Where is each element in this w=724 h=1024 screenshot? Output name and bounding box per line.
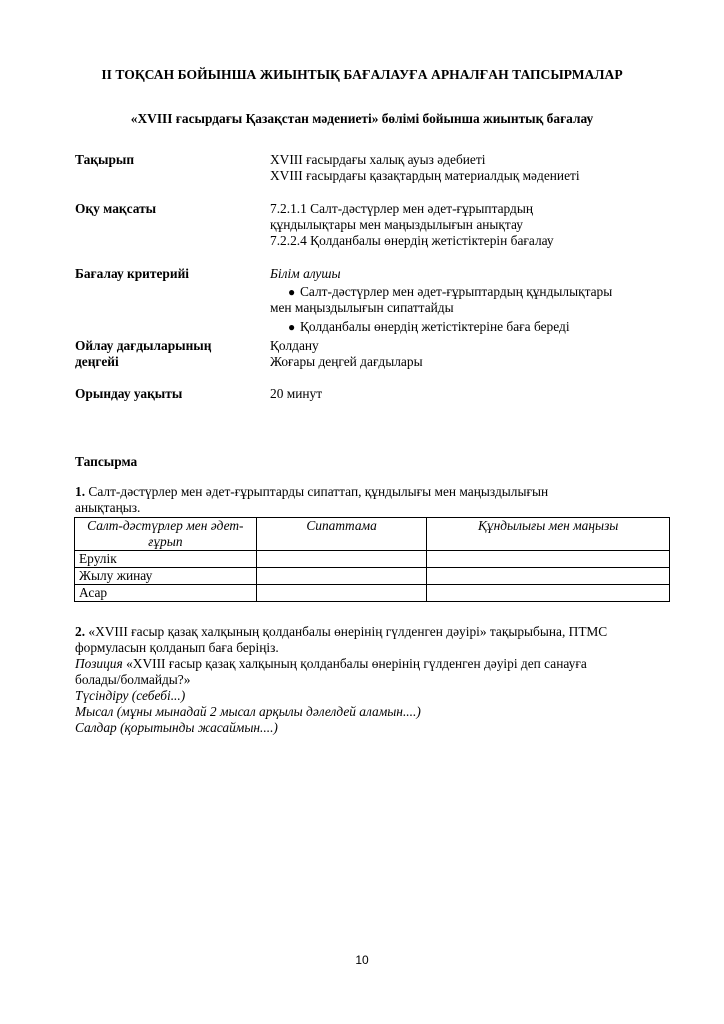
criteria-label: Бағалау критерийі (75, 266, 190, 281)
topic-label: Тақырып (75, 152, 135, 167)
time-value: 20 минут (270, 386, 323, 401)
criteria-bullet-1-cont: мен маңыздылығын сипаттайды (270, 300, 454, 315)
question-1-text: Салт-дәстүрлер мен әдет-ғұрыптарды сипаттап, құндылығы мен маңыздылығын (85, 484, 549, 499)
criteria-bullet-2 (288, 319, 570, 335)
bullet-icon: ● (288, 320, 296, 334)
table-header-row (75, 518, 670, 551)
question-2 (75, 624, 607, 640)
table-cell: Жылу жинау (75, 568, 257, 585)
explain-line: Түсіндіру (себебі...) (75, 688, 186, 703)
criteria-bullet-2-text: Қолданбалы өнердің жетістіктеріне баға береді (300, 319, 570, 334)
position-label: Позиция (75, 656, 123, 671)
table-row (75, 585, 670, 602)
question-1-number: 1. (75, 484, 86, 499)
question-2-text-2: формуласын қолданып баға беріңіз. (75, 640, 279, 655)
question-2-text: «XVIII ғасыр қазақ халқының қолданбалы өнерінің гүлденген дәуірі» тақырыбына, ПТМС (85, 624, 608, 639)
table-cell-input[interactable] (256, 585, 427, 602)
table-row (75, 568, 670, 585)
position-line (75, 656, 587, 672)
table-cell: Асар (75, 585, 257, 602)
criteria-bullet-1-text: Салт-дәстүрлер мен әдет-ғұрыптардың құндылықтары (300, 284, 613, 299)
goal-label: Оқу мақсаты (75, 201, 157, 216)
table-header-value: Құндылығы мен маңызы (427, 518, 670, 551)
task-heading: Тапсырма (75, 454, 138, 469)
table-cell-input[interactable] (427, 551, 670, 568)
table-header-customs: Салт-дәстүрлер мен әдет-ғұрып (75, 518, 257, 551)
thinking-label-1: Ойлау дағдыларының (75, 338, 212, 353)
table-cell-input[interactable] (256, 551, 427, 568)
page-title: ІІ ТОҚСАН БОЙЫНША ЖИЫНТЫҚ БАҒАЛАУҒА АРНАЛҒАН ТАПСЫРМАЛАР (101, 67, 623, 82)
time-label: Орындау уақыты (75, 386, 183, 401)
question-2-number: 2. (75, 624, 86, 639)
question-1 (75, 484, 548, 500)
section-subtitle: «XVIII ғасырдағы Қазақстан мәдениеті» бөлімі бойынша жиынтық бағалау (130, 111, 594, 126)
table-header-description: Сипаттама (256, 518, 427, 551)
page-number: 10 (355, 953, 369, 967)
table-cell-input[interactable] (427, 585, 670, 602)
goal-line-2: құндылықтары мен маңыздылығын анықтау (270, 217, 523, 232)
bullet-icon: ● (288, 285, 296, 299)
table-cell-input[interactable] (427, 568, 670, 585)
table-row (75, 551, 670, 568)
table-cell: Ерулік (75, 551, 257, 568)
consequence-line: Салдар (қорытынды жасаймын....) (75, 720, 278, 735)
position-text: «XVIII ғасыр қазақ халқының қолданбалы өнерінің гүлденген дәуірі деп санауға (122, 656, 587, 671)
criteria-intro: Білім алушы (270, 266, 341, 281)
goal-line-3: 7.2.2.4 Қолданбалы өнердің жетістіктерін бағалау (270, 233, 554, 248)
goal-line-1: 7.2.1.1 Салт-дәстүрлер мен әдет-ғұрыптардың (270, 201, 534, 216)
topic-line-2: XVIII ғасырдағы қазақтардың материалдық мәдениеті (270, 168, 580, 183)
criteria-bullet-1 (288, 284, 613, 300)
customs-table (74, 517, 670, 602)
thinking-label-2: деңгейі (75, 354, 119, 369)
table-cell-input[interactable] (256, 568, 427, 585)
thinking-line-2: Жоғары деңгей дағдылары (270, 354, 423, 369)
position-text-2: болады/болмайды?» (75, 672, 191, 687)
thinking-line-1: Қолдану (270, 338, 319, 353)
question-1-text-2: анықтаңыз. (75, 500, 141, 515)
topic-line-1: XVIII ғасырдағы халық ауыз әдебиеті (270, 152, 486, 167)
example-line: Мысал (мұны мынадай 2 мысал арқылы дәлелдей аламын....) (75, 704, 421, 719)
